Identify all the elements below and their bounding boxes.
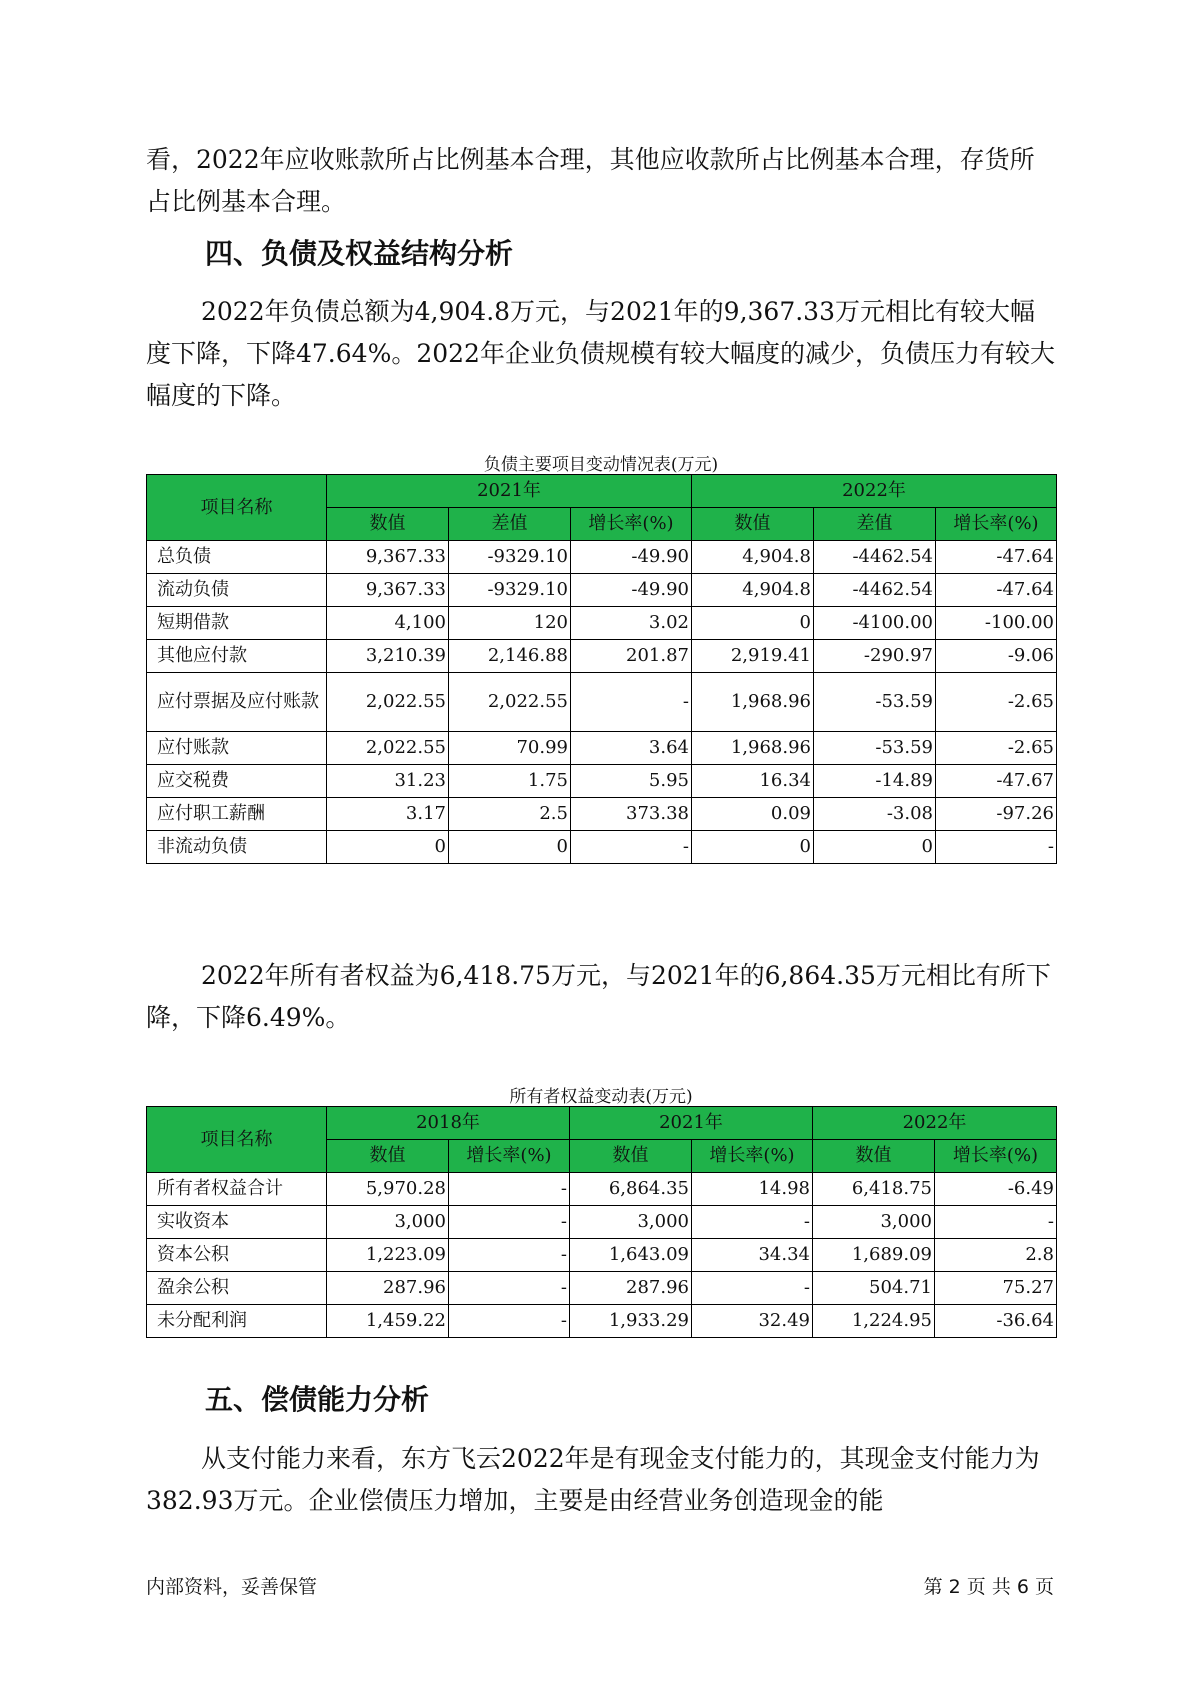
cell: 9,367.33 — [327, 541, 449, 574]
cell: 201.87 — [571, 640, 692, 673]
cell: 1.75 — [449, 765, 571, 798]
equity-paragraph: 2022年所有者权益为6,418.75万元，与2021年的6,864.35万元相比有所下降，下降6.49%。 — [146, 961, 1051, 1032]
liabilities-name-header: 项目名称 — [147, 475, 327, 541]
cell: 0.09 — [692, 798, 814, 831]
equity-col-growth: 增长率(%) — [449, 1140, 570, 1173]
cell: 5.95 — [571, 765, 692, 798]
cell: -9329.10 — [449, 574, 571, 607]
cell: 2,919.41 — [692, 640, 814, 673]
equity-col-value: 数值 — [327, 1140, 449, 1173]
cell: -49.90 — [571, 574, 692, 607]
cell: -47.64 — [936, 541, 1057, 574]
liabilities-col-diff: 差值 — [449, 508, 571, 541]
row-name: 应付账款 — [147, 732, 327, 765]
row-name: 实收资本 — [147, 1206, 327, 1239]
cell: -4462.54 — [814, 574, 936, 607]
cell: 31.23 — [327, 765, 449, 798]
cell: - — [935, 1206, 1057, 1239]
table-row — [147, 1173, 1057, 1206]
cell: - — [571, 673, 692, 732]
section5-heading: 五、偿债能力分析 — [205, 1383, 430, 1416]
cell: 504.71 — [813, 1272, 935, 1305]
cell: 1,459.22 — [327, 1305, 449, 1338]
cell: 16.34 — [692, 765, 814, 798]
cell: 1,968.96 — [692, 673, 814, 732]
cell: -9.06 — [936, 640, 1057, 673]
cell: 75.27 — [935, 1272, 1057, 1305]
cell: 1,224.95 — [813, 1305, 935, 1338]
table-row — [147, 1272, 1057, 1305]
cell: - — [449, 1272, 570, 1305]
table-row — [147, 607, 1057, 640]
cell: 3,210.39 — [327, 640, 449, 673]
table-row — [147, 732, 1057, 765]
cell: 3,000 — [813, 1206, 935, 1239]
cell: 4,100 — [327, 607, 449, 640]
cell: 70.99 — [449, 732, 571, 765]
equity-col-growth: 增长率(%) — [935, 1140, 1057, 1173]
cell: - — [692, 1206, 813, 1239]
cell: 3,000 — [570, 1206, 692, 1239]
row-name: 非流动负债 — [147, 831, 327, 864]
cell: 287.96 — [570, 1272, 692, 1305]
liabilities-col-value: 数值 — [327, 508, 449, 541]
cell: 0 — [449, 831, 571, 864]
cell: 2.5 — [449, 798, 571, 831]
cell: -100.00 — [936, 607, 1057, 640]
row-name: 应付票据及应付账款 — [147, 673, 327, 732]
cell: 5,970.28 — [327, 1173, 449, 1206]
row-name: 短期借款 — [147, 607, 327, 640]
liabilities-table — [146, 474, 1057, 864]
row-name: 所有者权益合计 — [147, 1173, 327, 1206]
row-name: 应交税费 — [147, 765, 327, 798]
table-row — [147, 765, 1057, 798]
cell: -97.26 — [936, 798, 1057, 831]
cell: 3,000 — [327, 1206, 449, 1239]
cell: 120 — [449, 607, 571, 640]
cell: 2,146.88 — [449, 640, 571, 673]
cell: 14.98 — [692, 1173, 813, 1206]
row-name: 总负债 — [147, 541, 327, 574]
section4-paragraph: 2022年负债总额为4,904.8万元，与2021年的9,367.33万元相比有较大幅度下降，下降47.64%。2022年企业负债规模有较大幅度的减少，负债压力有较大幅度的下降。 — [146, 297, 1055, 410]
cell: - — [449, 1239, 570, 1272]
cell: 1,933.29 — [570, 1305, 692, 1338]
cell: -290.97 — [814, 640, 936, 673]
liabilities-table-caption: 负债主要项目变动情况表(万元) — [483, 455, 719, 475]
equity-year3-header: 2022年 — [813, 1107, 1057, 1140]
row-name: 未分配利润 — [147, 1305, 327, 1338]
cell: 2.8 — [935, 1239, 1057, 1272]
cell: 4,904.8 — [692, 541, 814, 574]
equity-table — [146, 1106, 1057, 1338]
cell: -4462.54 — [814, 541, 936, 574]
cell: 1,223.09 — [327, 1239, 449, 1272]
cell: 2,022.55 — [327, 673, 449, 732]
footer-confidential-note: 内部资料，妥善保管 — [146, 1576, 318, 1598]
equity-year2-header: 2021年 — [570, 1107, 813, 1140]
row-name: 盈余公积 — [147, 1272, 327, 1305]
cell: 373.38 — [571, 798, 692, 831]
cell: 1,689.09 — [813, 1239, 935, 1272]
table-row — [147, 673, 1057, 732]
cell: 3.64 — [571, 732, 692, 765]
cell: 4,904.8 — [692, 574, 814, 607]
liabilities-col-growth: 增长率(%) — [571, 508, 692, 541]
row-name: 应付职工薪酬 — [147, 798, 327, 831]
cell: -14.89 — [814, 765, 936, 798]
cell: -4100.00 — [814, 607, 936, 640]
cell: -2.65 — [936, 732, 1057, 765]
cell: 34.34 — [692, 1239, 813, 1272]
table-row — [147, 1239, 1057, 1272]
cell: -3.08 — [814, 798, 936, 831]
cell: 32.49 — [692, 1305, 813, 1338]
cell: -6.49 — [935, 1173, 1057, 1206]
cell: - — [692, 1272, 813, 1305]
equity-year1-header: 2018年 — [327, 1107, 570, 1140]
row-name: 流动负债 — [147, 574, 327, 607]
cell: - — [449, 1305, 570, 1338]
liabilities-col-growth: 增长率(%) — [936, 508, 1057, 541]
equity-col-value: 数值 — [570, 1140, 692, 1173]
cell: 6,864.35 — [570, 1173, 692, 1206]
cell: - — [571, 831, 692, 864]
table-row — [147, 1305, 1057, 1338]
cell: 9,367.33 — [327, 574, 449, 607]
liabilities-year1-header: 2021年 — [327, 475, 692, 508]
cell: 2,022.55 — [327, 732, 449, 765]
table-row — [147, 541, 1057, 574]
cell: -47.67 — [936, 765, 1057, 798]
liabilities-year2-header: 2022年 — [692, 475, 1057, 508]
liabilities-col-value: 数值 — [692, 508, 814, 541]
equity-table-caption: 所有者权益变动表(万元) — [509, 1087, 693, 1107]
footer-page-number: 第 2 页 共 6 页 — [923, 1576, 1054, 1598]
intro-paragraph: 看，2022年应收账款所占比例基本合理，其他应收款所占比例基本合理，存货所占比例基本合理。 — [146, 145, 1035, 216]
cell: - — [936, 831, 1057, 864]
liabilities-col-diff: 差值 — [814, 508, 936, 541]
table-row — [147, 640, 1057, 673]
equity-name-header: 项目名称 — [147, 1107, 327, 1173]
cell: - — [449, 1173, 570, 1206]
cell: -9329.10 — [449, 541, 571, 574]
cell: 3.02 — [571, 607, 692, 640]
table-row — [147, 798, 1057, 831]
table-row — [147, 831, 1057, 864]
row-name: 其他应付款 — [147, 640, 327, 673]
cell: 0 — [814, 831, 936, 864]
cell: 2,022.55 — [449, 673, 571, 732]
equity-col-value: 数值 — [813, 1140, 935, 1173]
cell: 287.96 — [327, 1272, 449, 1305]
table-row — [147, 574, 1057, 607]
row-name: 资本公积 — [147, 1239, 327, 1272]
cell: 0 — [692, 831, 814, 864]
cell: 0 — [327, 831, 449, 864]
cell: -53.59 — [814, 732, 936, 765]
cell: -36.64 — [935, 1305, 1057, 1338]
cell: 1,643.09 — [570, 1239, 692, 1272]
cell: 6,418.75 — [813, 1173, 935, 1206]
cell: -47.64 — [936, 574, 1057, 607]
cell: -53.59 — [814, 673, 936, 732]
cell: 3.17 — [327, 798, 449, 831]
table-row — [147, 1206, 1057, 1239]
section4-heading: 四、负债及权益结构分析 — [205, 237, 514, 270]
cell: -49.90 — [571, 541, 692, 574]
cell: 0 — [692, 607, 814, 640]
cell: -2.65 — [936, 673, 1057, 732]
equity-col-growth: 增长率(%) — [692, 1140, 813, 1173]
cell: - — [449, 1206, 570, 1239]
cell: 1,968.96 — [692, 732, 814, 765]
section5-paragraph: 从支付能力来看，东方飞云2022年是有现金支付能力的，其现金支付能力为382.93万元。企业偿债压力增加，主要是由经营业务创造现金的能 — [146, 1444, 1040, 1515]
